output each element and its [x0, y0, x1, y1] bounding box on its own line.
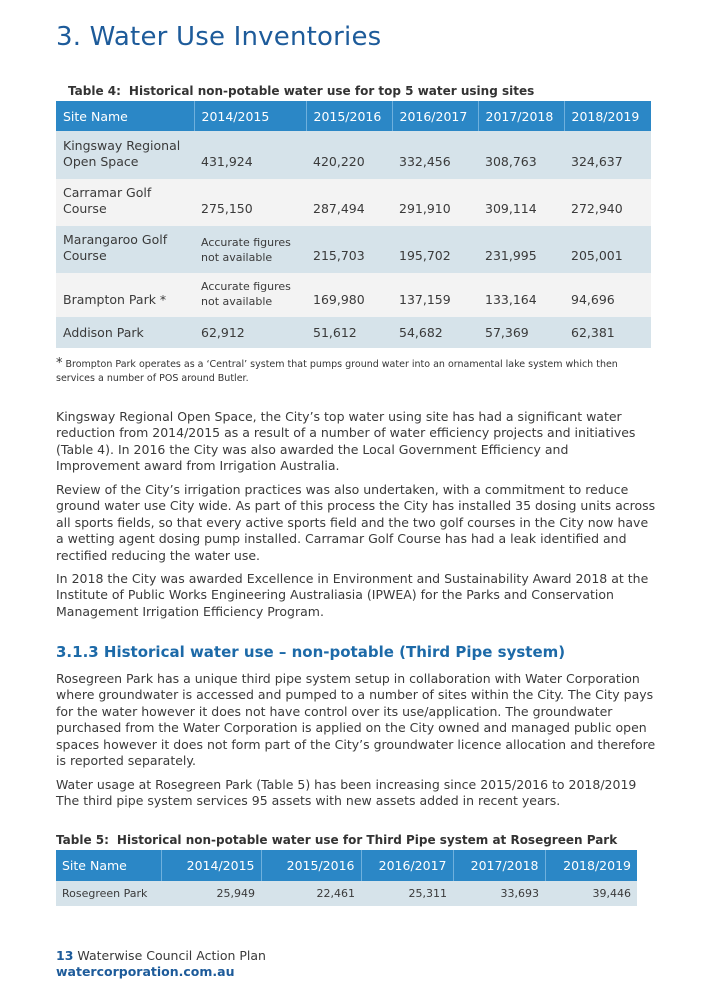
- value-cell: 22,461: [261, 881, 361, 906]
- paragraph: Kingsway Regional Open Space, the City’s top water using site has had a significant water reduction from 2014/2015 as a result of a number of water efficiency projects and initiatives (Table 4). In 2016 the City was also awarded the Local Government Efficiency and Improvement award from Irrigation Australia.: [56, 409, 636, 474]
- table4: [56, 101, 651, 348]
- value-cell: 205,001: [564, 226, 651, 273]
- value-cell: Accurate figures not available: [194, 226, 306, 273]
- value-cell: 25,311: [361, 881, 453, 906]
- footnote-text: Brompton Park operates as a ‘Central’ system that pumps ground water into an ornamental lake system which then services a number of POS around Butler.: [56, 359, 618, 384]
- value-cell: 291,910: [392, 179, 478, 226]
- value-cell: 195,702: [392, 226, 478, 273]
- table4-label: Table 4:: [68, 84, 121, 98]
- value-cell: 420,220: [306, 131, 392, 179]
- value-cell: 33,693: [453, 881, 545, 906]
- value-cell: 62,912: [194, 317, 306, 348]
- doc-title: Waterwise Council Action Plan: [77, 948, 266, 963]
- section-heading: 3.1.3 Historical water use – non-potable (Third Pipe system): [56, 643, 566, 661]
- table5-title: Historical non-potable water use for Third Pipe system at Rosegreen Park: [116, 833, 618, 847]
- value-cell: 169,980: [306, 273, 392, 317]
- paragraph: Review of the City’s irrigation practices was also undertaken, with a commitment to reduce ground water use City wide. As part of this process the City has installed 35 dosing units across all sports fields, so that every active sports field and the two golf courses in the City now have a wetting agent dosing pump installed. Carramar Golf Course has had a leak identified and rectified reducing the water use.: [56, 482, 656, 563]
- table-row: [56, 131, 651, 179]
- value-cell: 324,637: [564, 131, 651, 179]
- table4-header: 2017/2018: [478, 101, 564, 131]
- value-cell: 51,612: [306, 317, 392, 348]
- footnote-asterisk: *: [56, 356, 63, 371]
- table-row: [56, 179, 651, 226]
- table5-header: 2016/2017: [361, 850, 453, 881]
- table5-header: Site Name: [56, 850, 161, 881]
- value-cell: 431,924: [194, 131, 306, 179]
- site-name-cell: Brampton Park *: [56, 273, 194, 317]
- paragraph: Rosegreen Park has a unique third pipe system setup in collaboration with Water Corporation where groundwater is accessed and pumped to a number of sites within the City. The City pays for the water however it does not have control over its use/application. The groundwater purchased from the Water Corporation is applied on the City owned and managed public open spaces however it does not form part of the City’s groundwater licence allocation and therefore is reported separately.: [56, 671, 656, 769]
- table4-header: 2016/2017: [392, 101, 478, 131]
- site-name-cell: Marangaroo Golf Course: [56, 226, 194, 273]
- value-cell: Accurate figures not available: [194, 273, 306, 317]
- table5-caption: [56, 833, 617, 847]
- site-name-cell: Rosegreen Park: [56, 881, 161, 906]
- value-cell: 287,494: [306, 179, 392, 226]
- value-cell: 332,456: [392, 131, 478, 179]
- table4-caption: [68, 84, 534, 98]
- table-row: [56, 226, 651, 273]
- value-cell: 57,369: [478, 317, 564, 348]
- table4-header: 2015/2016: [306, 101, 392, 131]
- table-row: [56, 317, 651, 348]
- table5-header: 2015/2016: [261, 850, 361, 881]
- value-cell: 309,114: [478, 179, 564, 226]
- table5-header: 2017/2018: [453, 850, 545, 881]
- paragraph: Water usage at Rosegreen Park (Table 5) has been increasing since 2015/2016 to 2018/2019 The third pipe system services 95 assets with new assets added in recent years.: [56, 777, 637, 809]
- site-name-cell: Addison Park: [56, 317, 194, 348]
- table5-header: 2014/2015: [161, 850, 261, 881]
- page-title: 3. Water Use Inventories: [56, 22, 382, 52]
- value-cell: 25,949: [161, 881, 261, 906]
- table4-footnote: [56, 357, 656, 386]
- value-cell: 39,446: [545, 881, 637, 906]
- value-cell: 137,159: [392, 273, 478, 317]
- value-cell: 62,381: [564, 317, 651, 348]
- site-name-cell: Kingsway Regional Open Space: [56, 131, 194, 179]
- value-cell: 272,940: [564, 179, 651, 226]
- paragraph: In 2018 the City was awarded Excellence in Environment and Sustainability Award 2018 at the Institute of Public Works Engineering Australiasia (IPWEA) for the Parks and Conservation Management Irrigation Efficiency Program.: [56, 571, 649, 619]
- table4-header: 2014/2015: [194, 101, 306, 131]
- value-cell: 215,703: [306, 226, 392, 273]
- table5: [56, 850, 637, 906]
- page-number: 13: [56, 948, 74, 963]
- table4-header: 2018/2019: [564, 101, 651, 131]
- table5-header-row: [56, 850, 637, 881]
- table-row: [56, 273, 651, 317]
- value-cell: 231,995: [478, 226, 564, 273]
- value-cell: 54,682: [392, 317, 478, 348]
- value-cell: 308,763: [478, 131, 564, 179]
- value-cell: 133,164: [478, 273, 564, 317]
- footer-website: watercorporation.com.au: [56, 964, 235, 979]
- table4-header: Site Name: [56, 101, 194, 131]
- value-cell: 275,150: [194, 179, 306, 226]
- table4-header-row: [56, 101, 651, 131]
- table4-title: Historical non-potable water use for top 5 water using sites: [128, 84, 535, 98]
- table5-header: 2018/2019: [545, 850, 637, 881]
- footer-title: [56, 948, 266, 963]
- table5-label: Table 5:: [56, 833, 109, 847]
- table-row: [56, 881, 637, 906]
- site-name-cell: Carramar Golf Course: [56, 179, 194, 226]
- value-cell: 94,696: [564, 273, 651, 317]
